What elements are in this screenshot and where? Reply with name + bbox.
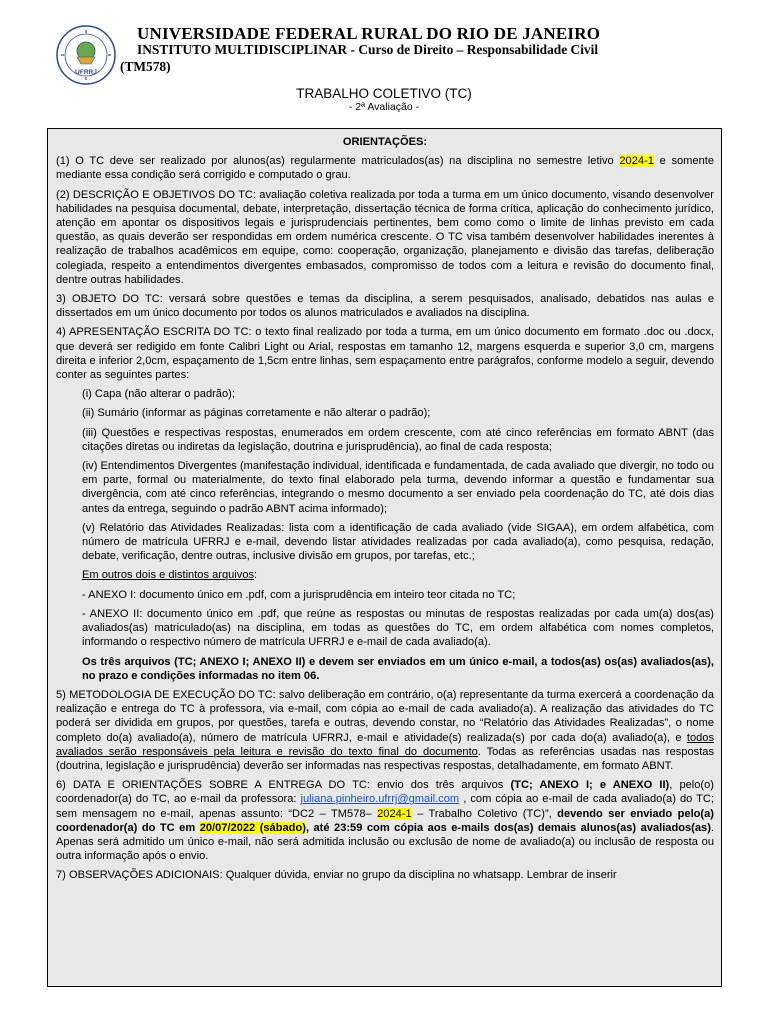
professor-email-link[interactable]: juliana.pinheiro.ufrrj@gmail.com bbox=[300, 793, 460, 806]
institute-line: INSTITUTO MULTIDISCIPLINAR - Curso de Direito – Responsabilidade Civil bbox=[137, 42, 599, 57]
annex-2: - ANEXO II: documento único em .pdf, que reúne as respostas ou minutas de respostas realizadas por cada um(a) dos(as) avaliados(as) matriculado(as) na disciplina, em todas as questões do TC, em ordem alfabética com nomes completos, informando o respectivo número de matrícula UFRRJ e e-mail de cada avaliado(a). bbox=[82, 607, 714, 649]
section-5-underlined: todos avaliados serão responsáveis pela leitura e revisão do texto final do documento bbox=[56, 731, 714, 758]
section-4-item-i: (i) Capa (não alterar o padrão); bbox=[82, 388, 235, 401]
section-4: 4) APRESENTAÇÃO ESCRITA DO TC: o texto final realizado por toda a turma, em um único documento em formato .doc ou .docx, que deverá ser redigido em fonte Calibri Light ou Arial, respostas em tamanho 12, margens esquerda e superior 3,0 cm, margens direita e inferior 2,0cm, espaçamento de 1,5cm entre linhas, sem espaçamento entre parágrafos, conforme modelo a seguir, devendo conter as seguintes partes: bbox=[56, 326, 714, 382]
document-title: TRABALHO COLETIVO (TC) bbox=[296, 86, 472, 101]
section-5-text-a: 5) METODOLOGIA DE EXECUÇÃO DO TC: salvo deliberação em contrário, o(a) representante da turma exercerá a coordenação da realização e entrega do TC à professora, via e-mail, com cópia ao e-mail de cada avaliado(a). A realização das atividades do TC poderá ser dividida em grupos, por questões, tarefa e outras, devendo constar, no “Relatório das Atividades Realizadas”, o nome completo do(a) avaliado(a), número de matrícula UFRRJ, e-mail e atividade(s) realizada(s) por cada do(a) avaliado(a), e bbox=[56, 688, 714, 744]
course-code: (TM578) bbox=[120, 59, 171, 74]
other-files-label: Em outros dois e distintos arquivos bbox=[82, 569, 255, 582]
section-5-text-b: . Todas as referências usadas nas respostas (doutrina, legislação e jurisprudência) deverão ser informadas nas respectivas respostas, detalhadamente, em formato ABNT. bbox=[56, 745, 714, 772]
three-files-note: Os três arquivos (TC; ANEXO I; ANEXO II) e devem ser enviados em um único e-mail, a todos(as) os(as) avaliados(as), no prazo e condições informadas no item 06. bbox=[82, 655, 714, 682]
document-subtitle: - 2ª Avaliação - bbox=[348, 101, 420, 113]
instructions-box bbox=[47, 128, 722, 987]
section-4-item-iv: (iv) Entendimentos Divergentes (manifestação individual, identificada e fundamentada, de cada avaliado que divergir, no todo ou em parte, formal ou materialmente, do texto final elaborado pela turma, devendo informar a questão e fundamentar sua divergência, com até cinco referências, integrando o mesmo documento a ser enviado pela coordenação do TC, até dois dias antes da entrega, seguindo o padrão ABNT acima informado); bbox=[82, 460, 714, 515]
section-4-item-ii: (ii) Sumário (informar as páginas corretamente e não alterar o padrão); bbox=[82, 407, 431, 420]
section-6-files-bold: (TC; ANEXO I; e ANEXO II) bbox=[510, 779, 670, 792]
instructions-heading: ORIENTAÇÕES: bbox=[342, 136, 428, 148]
section-6-text-a: 6) DATA E ORIENTAÇÕES SOBRE A ENTREGA DO TC: envio dos três arquivos bbox=[56, 779, 511, 792]
section-1-text-a: (1) O TC deve ser realizado por alunos(as) regularmente matriculados(as) na disciplina no semestre letivo bbox=[56, 155, 620, 168]
other-files-heading bbox=[56, 568, 714, 582]
section-6-deadline-bold-a: devendo ser enviado pelo(a) coordenador(a) do TC em bbox=[56, 807, 714, 834]
section-6 bbox=[56, 778, 714, 863]
section-6-text-e: – Trabalho Coletivo (TC)”, bbox=[411, 807, 558, 820]
section-6-deadline-bold-b: , até 23:59 com cópia aos e-mails dos(as) demais alunos(as) avaliados(as) bbox=[305, 821, 711, 834]
section-6-text-f: . Apenas será admitido um único e-mail, não será admitida inclusão ou exclusão de nome de avaliado(a) ou inclusão de resposta ou outra informação após o envio. bbox=[56, 821, 714, 863]
section-5 bbox=[56, 688, 714, 773]
section-1 bbox=[56, 154, 714, 182]
deadline-date-highlight: 20/07/2022 (sábado) bbox=[199, 821, 306, 834]
annex-1: - ANEXO I: documento único em .pdf, com a jurisprudência em inteiro teor citada no TC; bbox=[82, 588, 516, 601]
section-6-text-d: , com cópia ao e-mail de cada avaliado(a) do TC; sem mensagem no e-mail, apenas assunto: “DC2 – TM578– bbox=[56, 793, 714, 820]
semester-highlight: 2024-1 bbox=[619, 155, 654, 168]
section-2: (2) DESCRIÇÃO E OBJETIVOS DO TC: avaliação coletiva realizada por toda a turma em um único documento, visando desenvolver habilidades na pesquisa documental, debate, interpretação, dissertação técnica de forma crítica, aplicação do conhecimento jurídico, atenção em apontar os dispositivos legais e jurisprudenciais pertinentes, bem como como o limite de linhas previsto em cada questão, as quais deverão ser respondidas em ordem numérica crescente. O TC visa também desenvolver habilidades inerentes à realização de trabalhos acadêmicos em equipe, como: cooperação, organização, planejamento e divisão das tarefas, deliberação colegiada, respeito a entendimentos divergentes embasados, compromisso de todos com a leitura e revisão do documento final, dentre outras habilidades. bbox=[56, 188, 714, 286]
logo-text: UFRRJ bbox=[75, 69, 97, 76]
document-header bbox=[0, 0, 768, 130]
section-3: 3) OBJETO DO TC: versará sobre questões e temas da disciplina, a serem pesquisados, analisado, debatidos nas aulas e dissertados em um único documento por todos os alunos matriculados e avaliados na disciplina. bbox=[56, 293, 714, 320]
section-4-item-v: (v) Relatório das Atividades Realizadas: lista com a identificação de cada avaliado (vide SIGAA), em ordem alfabética, com número de matrícula UFRRJ e e-mail, devendo listar atividades realizadas por cada avaliado(a), como pesquisa, redação, debate, verificação, dentre outras, inclusive divisão em grupos, por tarefas, etc.; bbox=[82, 521, 714, 563]
section-4-item-iii: (iii) Questões e respectivas respostas, enumerados em ordem crescente, com até cinco referências em formato ABNT (das citações diretas ou indiretas da legislação, doutrina e jurisprudência), ao final de cada resposta; bbox=[82, 426, 714, 453]
section-7: 7) OBSERVAÇÕES ADICIONAIS: Qualquer dúvida, enviar no grupo da disciplina no whatsapp. Lembrar de inserir bbox=[56, 869, 617, 882]
semester-highlight-2: 2024-1 bbox=[377, 807, 412, 820]
university-name: UNIVERSIDADE FEDERAL RURAL DO RIO DE JANEIRO bbox=[137, 24, 601, 43]
other-files-colon: : bbox=[254, 569, 258, 582]
section-1-text-b: e somente mediante essa condição será corrigido e computado o grau. bbox=[56, 155, 715, 182]
section-6-text-c: , pelo(o) coordenador(a) do TC, ao e-mail da professora: bbox=[56, 779, 714, 806]
ufrrj-seal-icon bbox=[55, 24, 117, 86]
